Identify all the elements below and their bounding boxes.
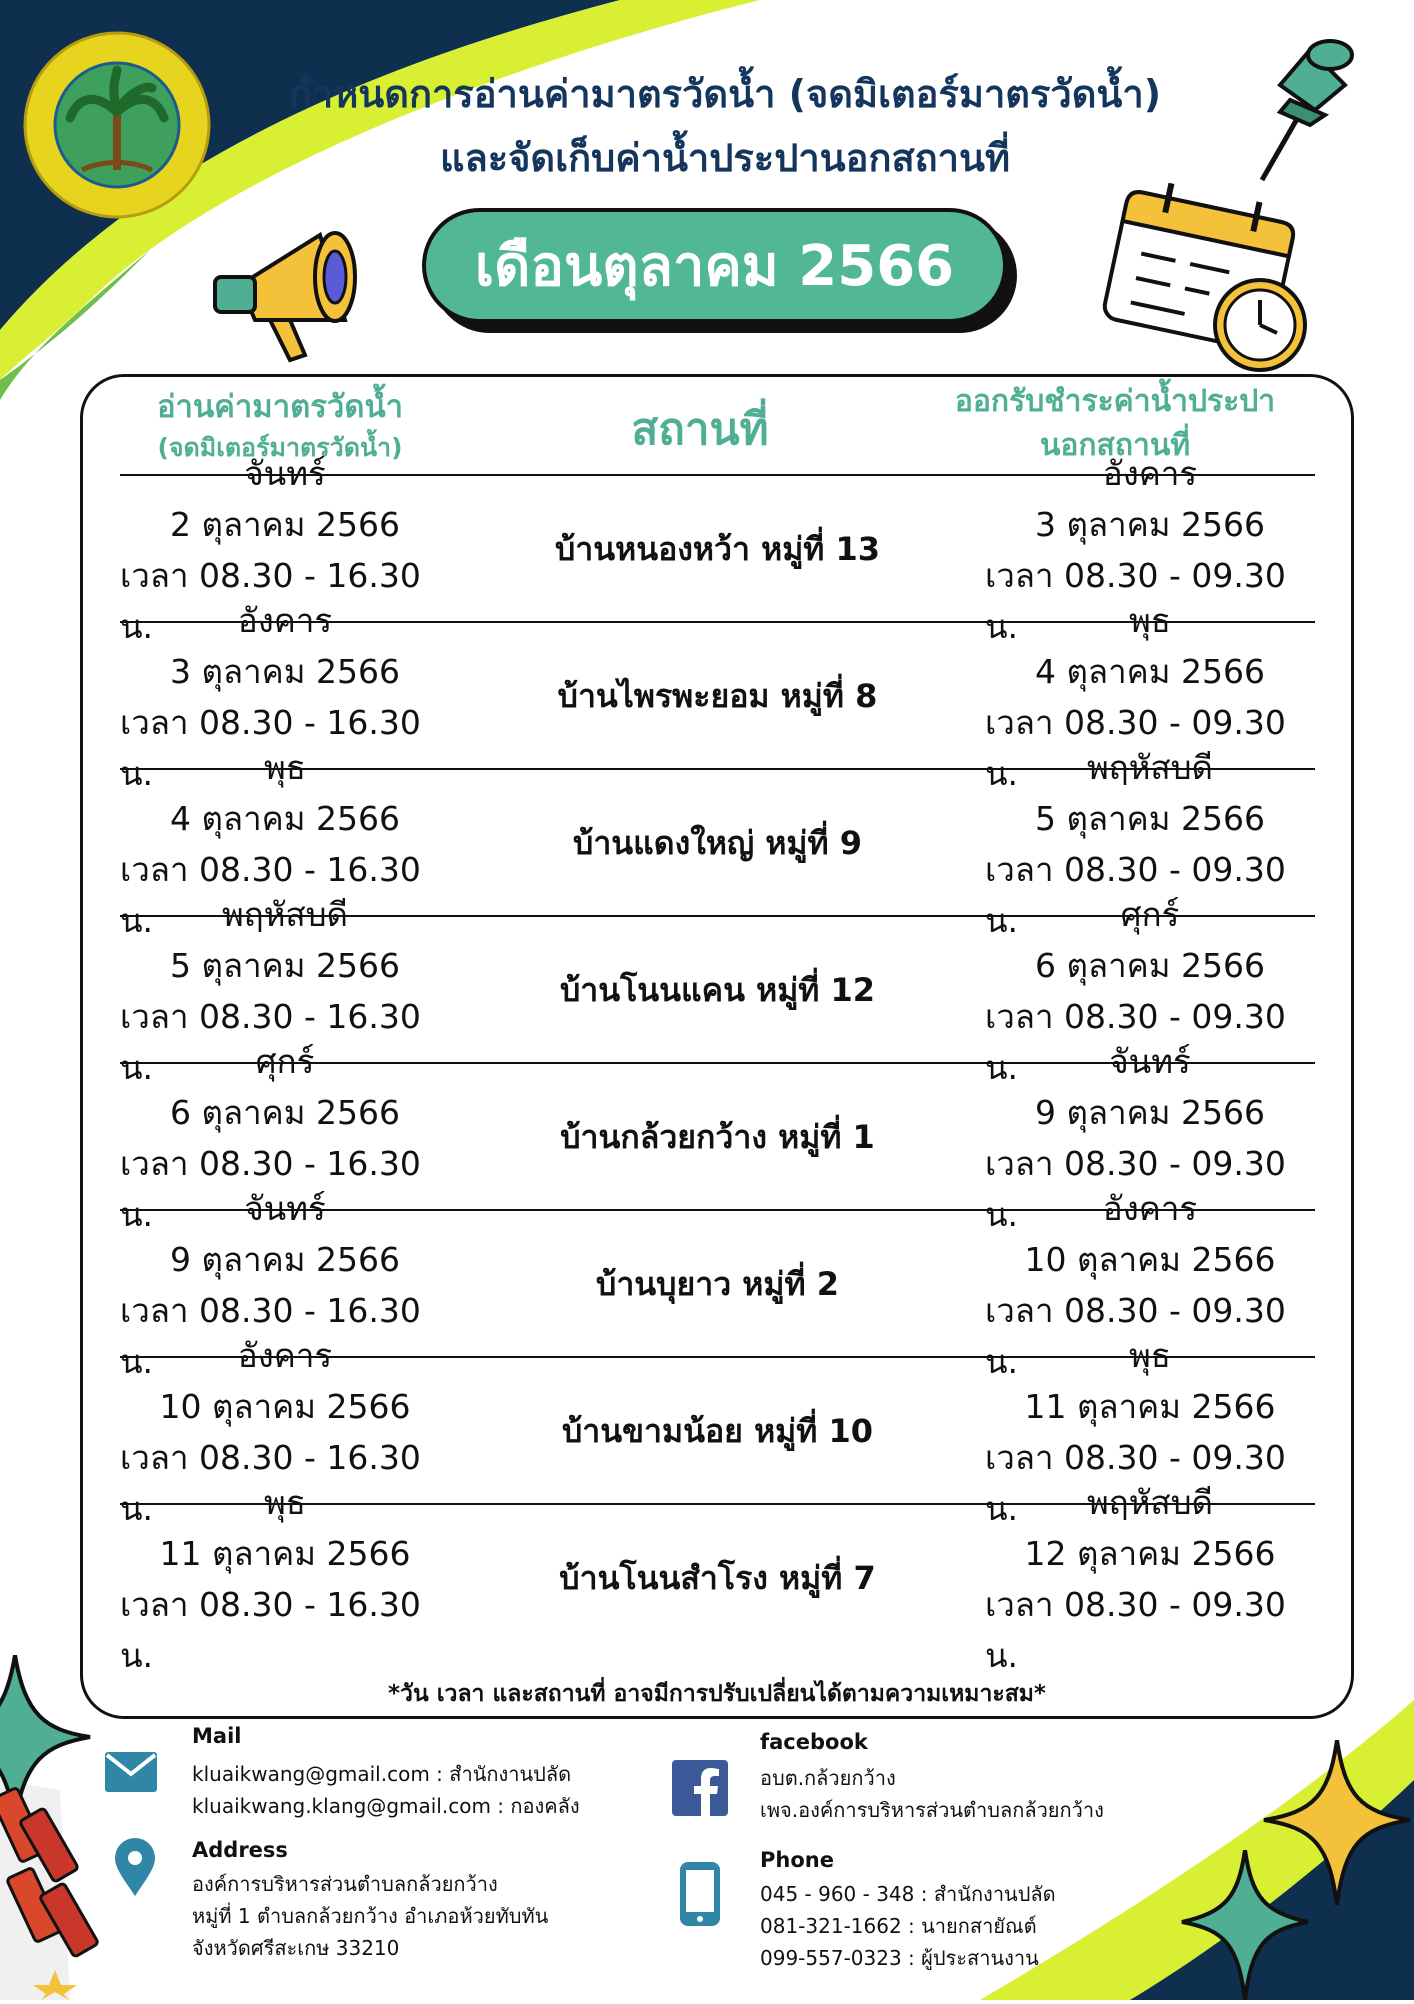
read-time: เวลา 08.30 - 16.30 น.: [120, 555, 421, 646]
pay-day: พุธ: [1129, 1335, 1171, 1375]
read-time: เวลา 08.30 - 16.30 น.: [120, 1290, 421, 1381]
read-time: เวลา 08.30 - 16.30 น.: [120, 1584, 421, 1675]
address-line2: หมู่ที่ 1 ตำบลกล้วยกว้าง อำเภอห้วยทับทัน: [192, 1904, 549, 1928]
read-date: 6 ตุลาคม 2566: [170, 1092, 400, 1132]
schedule-note: *วัน เวลา และสถานที่ อาจมีการปรับเปลี่ยนได้ตามความเหมาะสม*: [388, 1681, 1046, 1707]
place-name: บ้านไพรพะยอม หมู่ที่ 8: [557, 677, 878, 715]
mail-icon: [105, 1752, 157, 1792]
place-name: บ้านกล้วยกว้าง หมู่ที่ 1: [560, 1118, 875, 1156]
column-header-read-line1: อ่านค่ามาตรวัดน้ำ: [156, 389, 404, 425]
read-date: 4 ตุลาคม 2566: [170, 798, 400, 838]
read-day: พฤหัสบดี: [221, 894, 348, 934]
mail-title: Mail: [192, 1724, 242, 1748]
facebook-line2: เพจ.องค์การบริหารส่วนตำบลกล้วยกว้าง: [760, 1798, 1104, 1822]
sparkle-star-icon: [1180, 1850, 1310, 2000]
read-date: 3 ตุลาคม 2566: [170, 651, 400, 691]
place-name: บ้านโนนแคน หมู่ที่ 12: [559, 971, 876, 1009]
column-header-pay-line2: นอกสถานที่: [1039, 428, 1191, 463]
place-name: บ้านโนนสำโรง หมู่ที่ 7: [559, 1559, 876, 1597]
pay-time: เวลา 08.30 - 09.30 น.: [985, 996, 1286, 1087]
table-row: [120, 1482, 1315, 1675]
pay-day: พฤหัสบดี: [1086, 747, 1213, 787]
pay-date: 4 ตุลาคม 2566: [1035, 651, 1265, 691]
facebook-line1: อบต.กล้วยกว้าง: [760, 1766, 896, 1790]
read-day: พุธ: [264, 747, 306, 787]
pay-date: 10 ตุลาคม 2566: [1024, 1239, 1276, 1279]
address-title: Address: [192, 1838, 288, 1862]
mail-line2: kluaikwang.klang@gmail.com : กองคลัง: [192, 1794, 580, 1818]
pay-date: 3 ตุลาคม 2566: [1035, 504, 1265, 544]
pay-date: 11 ตุลาคม 2566: [1024, 1386, 1276, 1426]
read-day: อังคาร: [237, 1335, 333, 1375]
place-name: บ้านหนองหว้า หมู่ที่ 13: [554, 530, 881, 568]
phone-line2: 081-321-1662 : นายกสายัณต์: [760, 1914, 1037, 1938]
page-title-line2: และจัดเก็บค่าน้ำประปานอกสถานที่: [439, 136, 1011, 180]
pay-day: ศุกร์: [1120, 894, 1180, 934]
read-cell: [120, 1482, 450, 1675]
pay-day: พุธ: [1129, 600, 1171, 640]
pay-time: เวลา 08.30 - 09.30 น.: [985, 1143, 1286, 1234]
mail-line1: kluaikwang@gmail.com : สำนักงานปลัด: [192, 1762, 572, 1786]
phone-icon: [680, 1862, 720, 1926]
megaphone-icon: [210, 215, 370, 365]
pay-cell: [985, 1482, 1315, 1675]
page-title-line1: กำหนดการอ่านค่ามาตรวัดน้ำ (จดมิเตอร์มาตรวัดน้ำ): [288, 72, 1162, 116]
calendar-clock-icon: [1095, 175, 1315, 375]
pay-time: เวลา 08.30 - 09.30 น.: [985, 1584, 1286, 1675]
read-date: 9 ตุลาคม 2566: [170, 1239, 400, 1279]
read-day: พุธ: [264, 1482, 306, 1522]
column-header-read-line2: (จดมิเตอร์มาตรวัดน้ำ): [157, 433, 403, 462]
location-pin-icon: [115, 1838, 155, 1898]
pay-day: อังคาร: [1102, 453, 1198, 493]
pay-date: 12 ตุลาคม 2566: [1024, 1533, 1276, 1573]
address-line1: องค์การบริหารส่วนตำบลกล้วยกว้าง: [192, 1872, 498, 1896]
read-time: เวลา 08.30 - 16.30 น.: [120, 1143, 421, 1234]
pay-time: เวลา 08.30 - 09.30 น.: [985, 702, 1286, 793]
pay-date: 5 ตุลาคม 2566: [1035, 798, 1265, 838]
pay-time: เวลา 08.30 - 09.30 น.: [985, 849, 1286, 940]
place-name: บ้านแดงใหญ่ หมู่ที่ 9: [573, 824, 862, 862]
read-time: เวลา 08.30 - 16.30 น.: [120, 1437, 421, 1528]
column-header-pay-line1: ออกรับชำระค่าน้ำประปา: [954, 384, 1276, 419]
pay-date: 9 ตุลาคม 2566: [1035, 1092, 1265, 1132]
schedule-table: [120, 453, 1315, 1675]
read-date: 2 ตุลาคม 2566: [170, 504, 400, 544]
pay-day: จันทร์: [1109, 1041, 1191, 1081]
pay-day: อังคาร: [1102, 1188, 1198, 1228]
read-time: เวลา 08.30 - 16.30 น.: [120, 996, 421, 1087]
month-banner: เดือนตุลาคม 2566: [422, 208, 1007, 323]
organization-logo: [22, 30, 212, 220]
place-name: บ้านบุยาว หมู่ที่ 2: [596, 1265, 839, 1303]
read-day: จันทร์: [244, 453, 326, 493]
read-date: 11 ตุลาคม 2566: [159, 1533, 411, 1573]
place-name: บ้านขามน้อย หมู่ที่ 10: [561, 1412, 874, 1450]
read-time: เวลา 08.30 - 16.30 น.: [120, 849, 421, 940]
read-day: จันทร์: [244, 1188, 326, 1228]
read-date: 5 ตุลาคม 2566: [170, 945, 400, 985]
address-line3: จังหวัดศรีสะเกษ 33210: [192, 1936, 400, 1960]
column-header-place: สถานที่: [631, 404, 769, 455]
phone-line3: 099-557-0323 : ผู้ประสานงาน: [760, 1946, 1039, 1970]
read-date: 10 ตุลาคม 2566: [159, 1386, 411, 1426]
pay-time: เวลา 08.30 - 09.30 น.: [985, 555, 1286, 646]
phone-line1: 045 - 960 - 348 : สำนักงานปลัด: [760, 1882, 1056, 1906]
phone-title: Phone: [760, 1848, 834, 1872]
pushpin-icon: [1250, 30, 1360, 190]
read-day: อังคาร: [237, 600, 333, 640]
pay-time: เวลา 08.30 - 09.30 น.: [985, 1290, 1286, 1381]
pay-day: พฤหัสบดี: [1086, 1482, 1213, 1522]
read-day: ศุกร์: [255, 1041, 315, 1081]
facebook-icon[interactable]: [672, 1760, 728, 1816]
read-time: เวลา 08.30 - 16.30 น.: [120, 702, 421, 793]
pay-date: 6 ตุลาคม 2566: [1035, 945, 1265, 985]
firecracker-icon: [0, 1780, 110, 2000]
facebook-title: facebook: [760, 1730, 868, 1754]
pay-time: เวลา 08.30 - 09.30 น.: [985, 1437, 1286, 1528]
